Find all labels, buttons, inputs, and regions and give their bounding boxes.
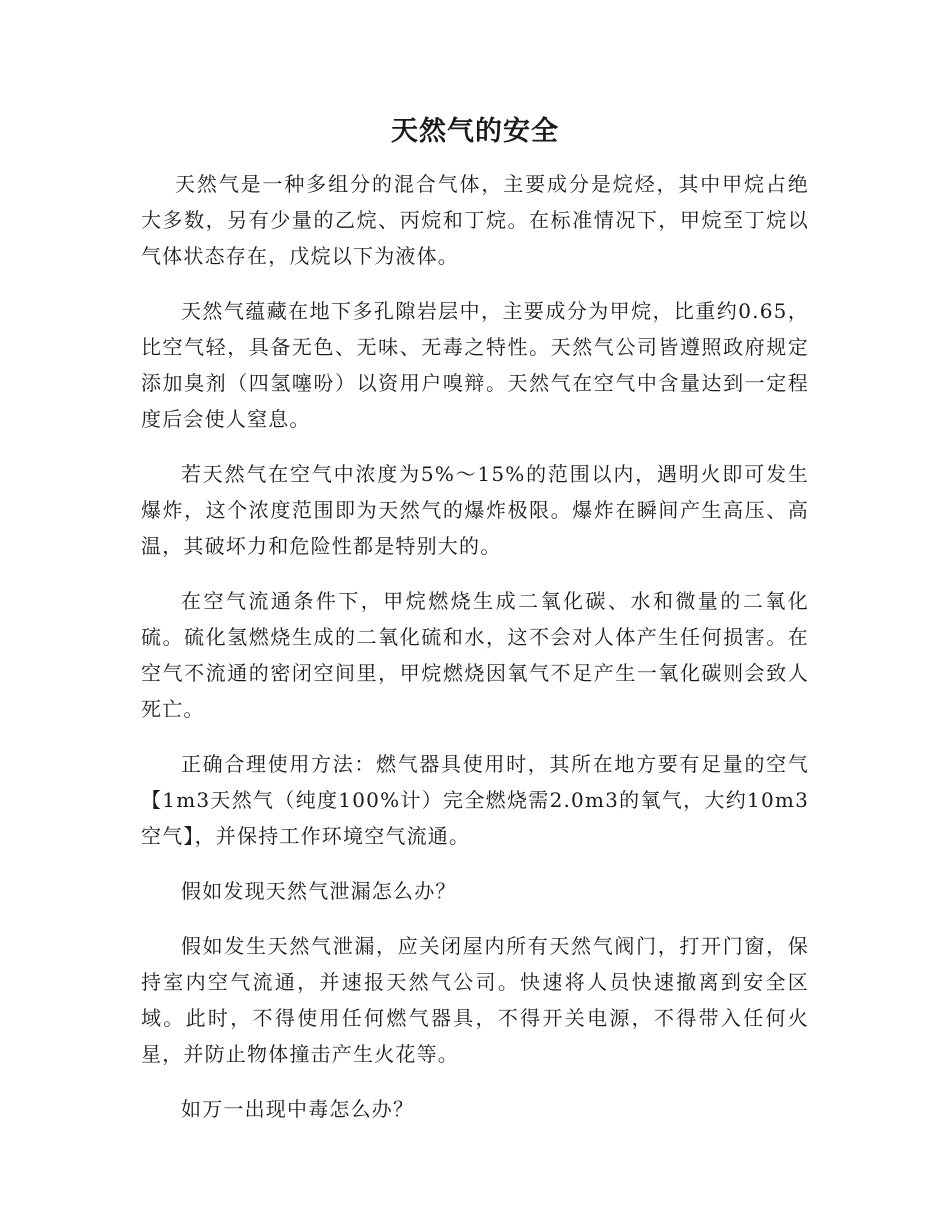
document-body [141, 166, 809, 1146]
paragraph-explosion-limit: 若天然气在空气中浓度为5%～15%的范围以内，遇明火即可发生爆炸，这个浓度范围即为天然气的爆炸极限。爆炸在瞬间产生高压、高温，其破坏力和危险性都是特别大的。 [141, 462, 809, 558]
paragraph-natural-gas-composition: 天然气是一种多组分的混合气体，主要成分是烷烃，其中甲烷占绝大多数，另有少量的乙烷、丙烷和丁烷。在标准情况下，甲烷至丁烷以气体状态存在，戊烷以下为液体。 [141, 172, 809, 268]
document-title: 天然气的安全 [391, 116, 559, 147]
paragraph-leak-response: 假如发生天然气泄漏，应关闭屋内所有天然气阀门，打开门窗，保持室内空气流通，并速报天然气公司。快速将人员快速撤离到安全区域。此时，不得使用任何燃气器具，不得开关电源，不得带入任何火星，并防止物体撞击产生火花等。 [141, 934, 809, 1066]
paragraph-poisoning-question: 如万一出现中毒怎么办？ [181, 1097, 415, 1121]
paragraph-leak-question: 假如发现天然气泄漏怎么办？ [181, 879, 457, 903]
paragraph-proper-usage: 正确合理使用方法：燃气器具使用时，其所在地方要有足量的空气【1m3天然气（纯度100%计）完全燃烧需2.0m3的氧气，大约10m3空气】，并保持工作环境空气流通。 [141, 752, 809, 848]
paragraph-natural-gas-properties: 天然气蕴藏在地下多孔隙岩层中，主要成分为甲烷，比重约0.65，比空气轻，具备无色、无味、无毒之特性。天然气公司皆遵照政府规定添加臭剂（四氢噻吩）以资用户嗅辩。天然气在空气中含量达到一定程度后会使人窒息。 [141, 299, 809, 431]
paragraph-combustion-products: 在空气流通条件下，甲烷燃烧生成二氧化碳、水和微量的二氧化硫。硫化氢燃烧生成的二氧化硫和水，这不会对人体产生任何损害。在空气不流通的密闭空间里，甲烷燃烧因氧气不足产生一氧化碳则会致人死亡。 [141, 589, 809, 721]
